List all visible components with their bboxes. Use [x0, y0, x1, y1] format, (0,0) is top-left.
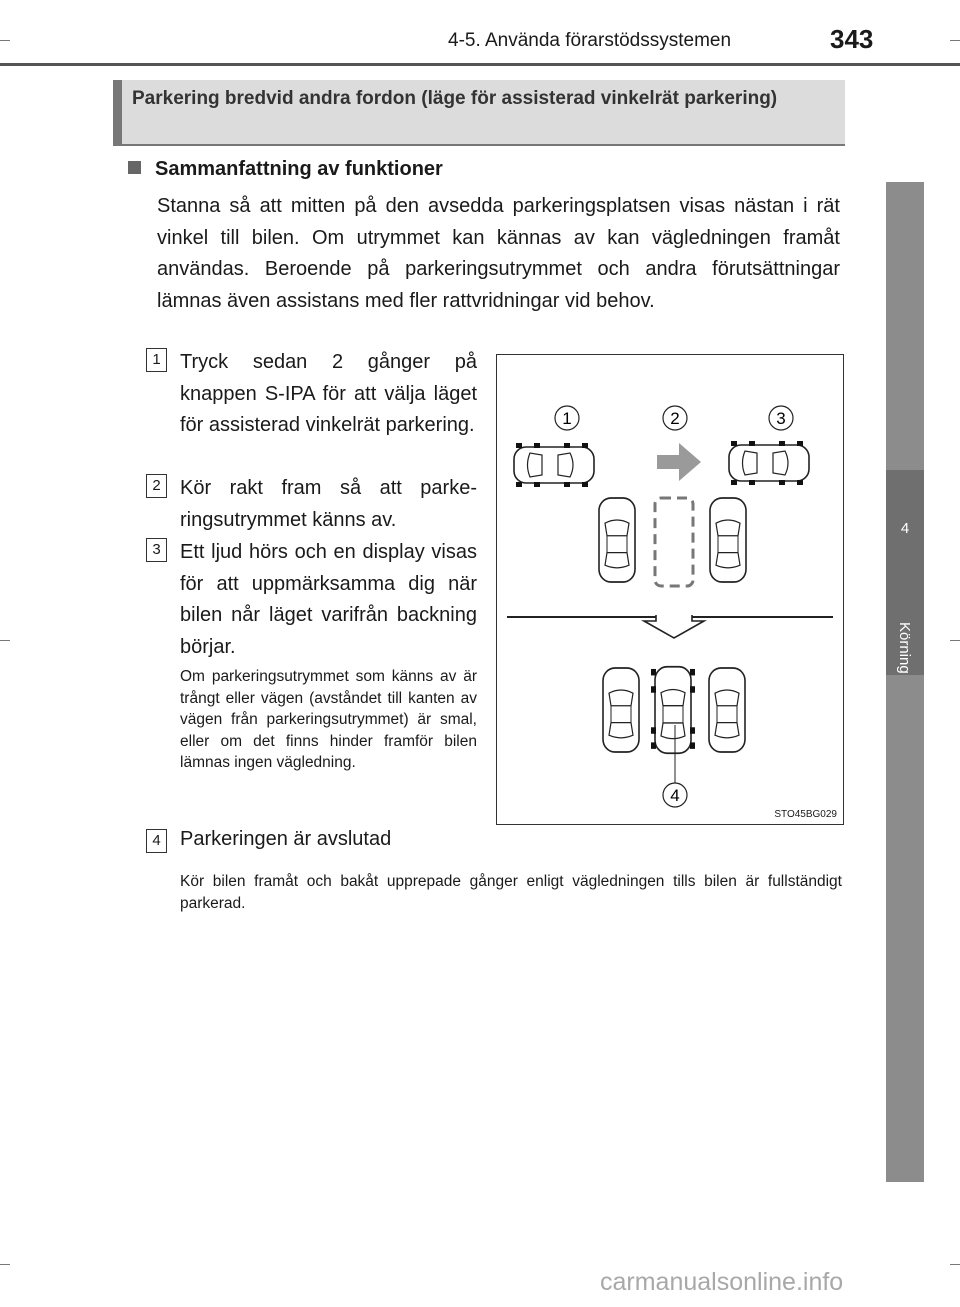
intro-paragraph: Stanna så att mitten på den avsedda parkeringsplatsen visas nästan i rät vinkel till bilen. Om utrymmet kan kännas av kan vägledningen framåt användas. Beroende på parkeringsutrymmet och andra förutsättningar lämnas även assistans med fler rattvridningar vid behov. — [157, 195, 840, 312]
watermark: carmanualsonline.info — [600, 1268, 844, 1296]
square-bullet-icon — [128, 161, 141, 174]
header-rule — [0, 63, 960, 66]
step-text: Kör rakt fram så att parke-ringsutrymmet känns av. — [180, 477, 477, 531]
chapter-tab-label: Körning — [896, 622, 913, 674]
label-number: 2 — [670, 409, 680, 428]
parked-car — [709, 668, 745, 752]
crop-mark — [950, 40, 960, 41]
step4-note: Kör bilen framåt och bakåt upprepade gånger enligt vägledningen tills bilen är fullständigt parkerad. — [180, 873, 842, 912]
chapter-tab-number: 4 — [900, 520, 910, 537]
crop-mark — [0, 40, 10, 41]
section-heading-bar — [113, 80, 122, 146]
parked-car — [710, 498, 746, 582]
step-number-badge: 2 — [146, 474, 167, 498]
crop-mark — [950, 640, 960, 641]
step-number-badge: 3 — [146, 538, 167, 562]
label-number: 1 — [562, 409, 572, 428]
target-parking-space — [655, 498, 693, 586]
subsection-heading: Sammanfattning av funktioner — [155, 158, 443, 180]
parking-illustration-drawing — [497, 355, 843, 824]
arrow-right-icon — [657, 443, 701, 481]
crop-mark — [0, 640, 10, 641]
parked-car — [603, 668, 639, 752]
crop-mark — [0, 1264, 10, 1265]
subsection-heading-row — [128, 158, 443, 181]
own-car-parked — [651, 667, 695, 753]
parked-car — [599, 498, 635, 582]
section-heading-box — [113, 80, 845, 146]
section-heading-rule — [113, 144, 845, 146]
parking-illustration — [496, 354, 844, 825]
step3-note: Om parkeringsutrymmet som känns av är trångt eller vägen (avståndet till kanten av vägen från parkeringsutrymmet) är smal, eller om det finns hinder framför bilen lämnas ingen vägledning. — [180, 668, 477, 771]
running-header-title: 4-5. Använda förarstödssystemen — [448, 30, 732, 51]
crop-mark — [950, 1264, 960, 1265]
own-car-position-3 — [729, 441, 809, 485]
step-text: Ett ljud hörs och en display visas för att uppmärksamma dig när bilen når läget varifrån backning börjar. — [180, 541, 477, 658]
arrow-down-icon — [644, 615, 704, 638]
chapter-tab-label-box — [885, 622, 925, 742]
figure-caption: STO45BG029 — [774, 809, 837, 820]
step-number-badge: 1 — [146, 348, 167, 372]
step-text: Parkeringen är avslutad — [180, 828, 392, 850]
label-number: 3 — [776, 409, 786, 428]
own-car-position-1 — [514, 443, 594, 487]
label-number: 4 — [670, 786, 680, 805]
page-number: 343 — [830, 24, 874, 54]
section-heading: Parkering bredvid andra fordon (läge för assisterad vinkelrät parkering) — [132, 88, 778, 109]
step-text: Tryck sedan 2 gånger på knappen S-IPA för att välja läget för assisterad vinkelrät parkering. — [180, 351, 477, 436]
step-number-badge: 4 — [146, 829, 167, 853]
